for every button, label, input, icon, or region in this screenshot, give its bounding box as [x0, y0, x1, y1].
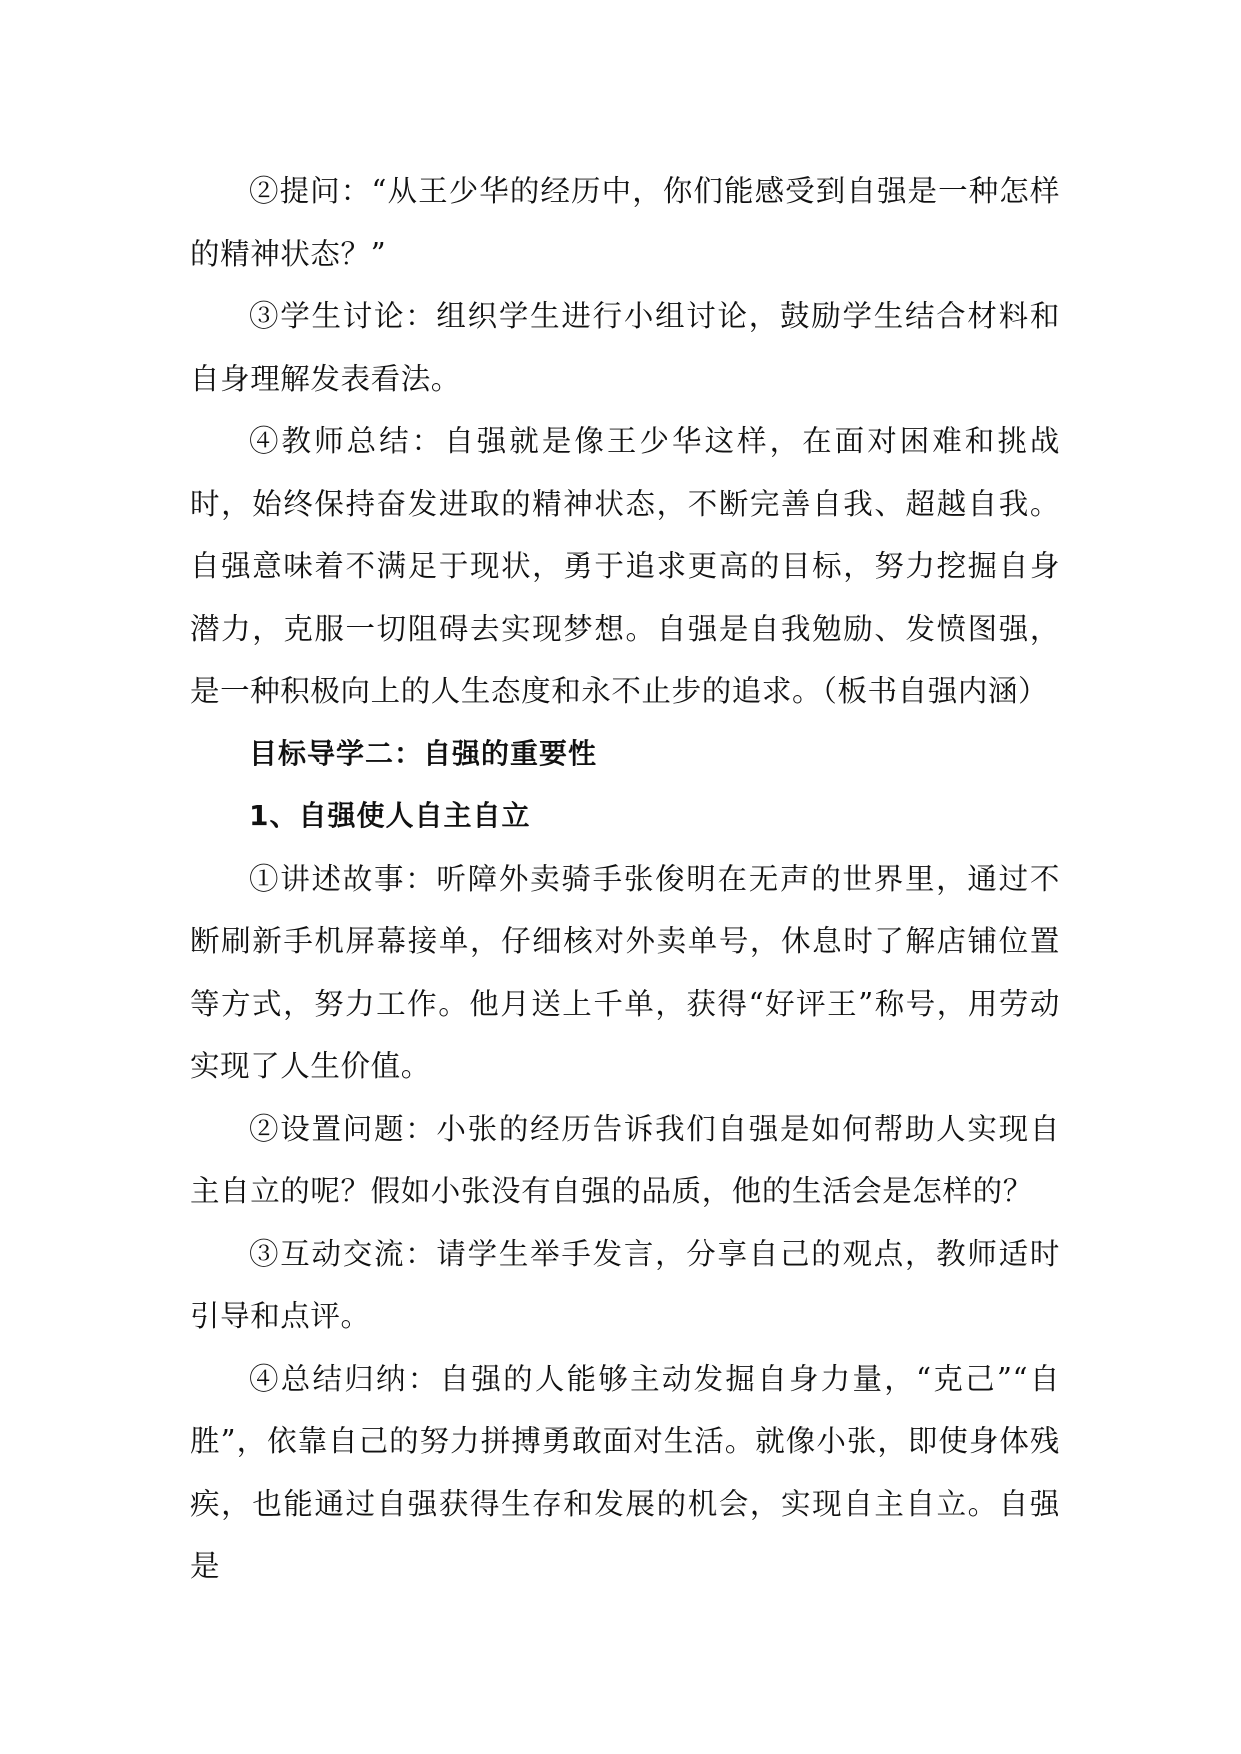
- paragraph-interaction: ③互动交流：请学生举手发言，分享自己的观点，教师适时引导和点评。: [190, 1236, 1060, 1333]
- paragraph-discussion: ③学生讨论：组织学生进行小组讨论，鼓励学生结合材料和自身理解发表看法。: [190, 299, 1060, 396]
- document-body: [190, 160, 1060, 1598]
- paragraph-conclusion: ④总结归纳：自强的人能够主动发掘自身力量，“克己”“自胜”，依靠自己的努力拼搏勇敢面对生活。就像小张，即使身体残疾，也能通过自强获得生存和发展的机会，实现自主自立。自强是: [190, 1361, 1060, 1583]
- paragraph-set-question: ②设置问题：小张的经历告诉我们自强是如何帮助人实现自主自立的呢？假如小张没有自强的品质，他的生活会是怎样的？: [190, 1111, 1060, 1208]
- paragraph-story: ①讲述故事：听障外卖骑手张俊明在无声的世界里，通过不断刷新手机屏幕接单，仔细核对外卖单号，休息时了解店铺位置等方式，努力工作。他月送上千单，获得“好评王”称号，用劳动实现了人生价值。: [190, 861, 1060, 1083]
- sub-heading: 1、自强使人自主自立: [249, 799, 531, 832]
- section-heading: 目标导学二：自强的重要性: [249, 736, 598, 770]
- paragraph-question: ②提问：“从王少华的经历中，你们能感受到自强是一种怎样的精神状态？”: [190, 174, 1060, 271]
- paragraph-teacher-summary: ④教师总结：自强就是像王少华这样，在面对困难和挑战时，始终保持奋发进取的精神状态，不断完善自我、超越自我。自强意味着不满足于现状，勇于追求更高的目标，努力挖掘自身潜力，克服一切阻碍去实现梦想。自强是自我勉励、发愤图强，是一种积极向上的人生态度和永不止步的追求。（板书自强内涵）: [190, 424, 1060, 708]
